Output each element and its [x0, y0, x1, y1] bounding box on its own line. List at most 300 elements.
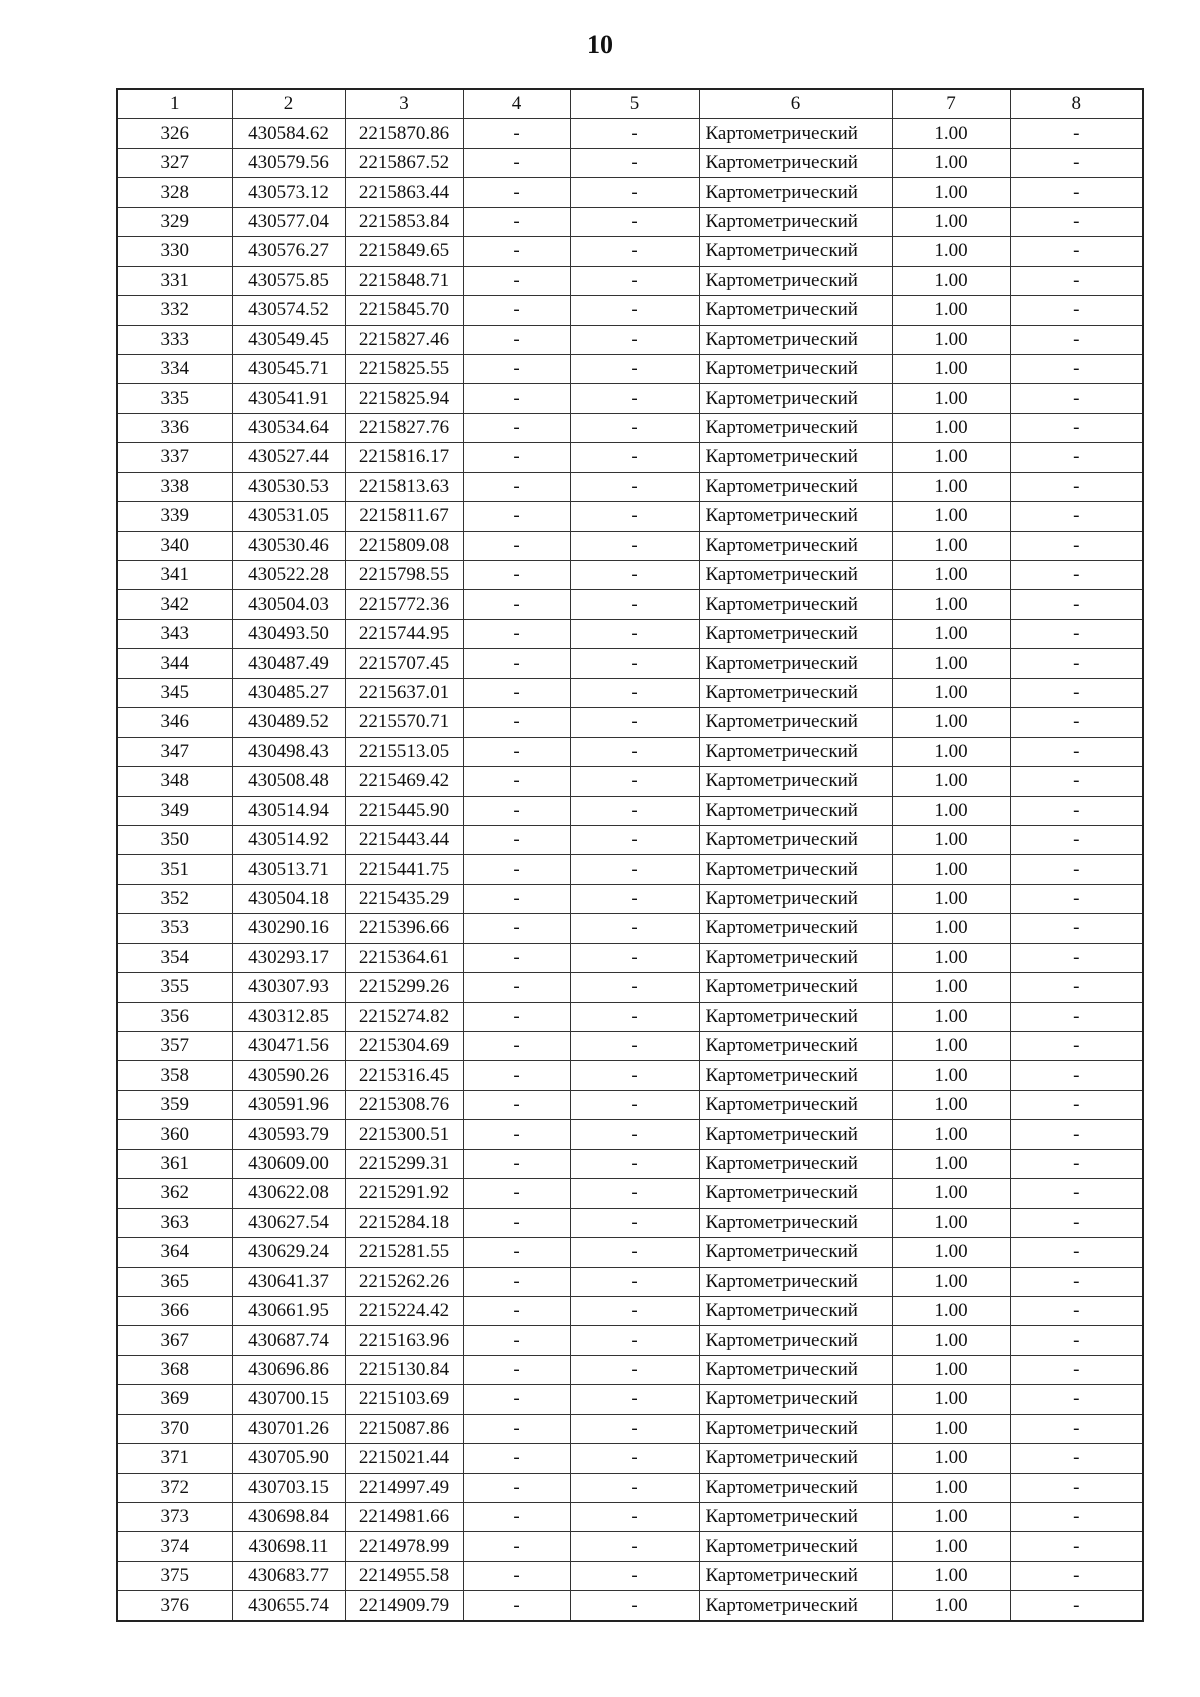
method-cell: Картометрический [699, 325, 892, 354]
table-row [117, 561, 1143, 590]
col-4-cell: - [463, 148, 570, 177]
x-coordinate-cell: 430584.62 [232, 119, 345, 148]
table-row [117, 443, 1143, 472]
accuracy-cell: 1.00 [892, 884, 1010, 913]
method-cell: Картометрический [699, 649, 892, 678]
point-number-cell: 360 [117, 1120, 232, 1149]
col-4-cell: - [463, 1090, 570, 1119]
table-row [117, 1238, 1143, 1267]
col-8-cell: - [1010, 1503, 1143, 1532]
accuracy-cell: 1.00 [892, 1561, 1010, 1590]
column-header-5: 5 [570, 89, 699, 119]
method-cell: Картометрический [699, 1473, 892, 1502]
col-5-cell: - [570, 1267, 699, 1296]
table-row [117, 148, 1143, 177]
y-coordinate-cell: 2215291.92 [345, 1179, 463, 1208]
method-cell: Картометрический [699, 1238, 892, 1267]
col-8-cell: - [1010, 943, 1143, 972]
col-5-cell: - [570, 1414, 699, 1443]
point-number-cell: 329 [117, 207, 232, 236]
table-row [117, 943, 1143, 972]
x-coordinate-cell: 430701.26 [232, 1414, 345, 1443]
column-header-1: 1 [117, 89, 232, 119]
col-8-cell: - [1010, 1385, 1143, 1414]
accuracy-cell: 1.00 [892, 825, 1010, 854]
point-number-cell: 331 [117, 266, 232, 295]
x-coordinate-cell: 430545.71 [232, 354, 345, 383]
accuracy-cell: 1.00 [892, 737, 1010, 766]
col-4-cell: - [463, 1444, 570, 1473]
accuracy-cell: 1.00 [892, 1444, 1010, 1473]
method-cell: Картометрический [699, 1591, 892, 1621]
accuracy-cell: 1.00 [892, 384, 1010, 413]
col-5-cell: - [570, 943, 699, 972]
col-8-cell: - [1010, 737, 1143, 766]
y-coordinate-cell: 2215827.46 [345, 325, 463, 354]
table-row [117, 502, 1143, 531]
accuracy-cell: 1.00 [892, 296, 1010, 325]
x-coordinate-cell: 430293.17 [232, 943, 345, 972]
y-coordinate-cell: 2215469.42 [345, 767, 463, 796]
method-cell: Картометрический [699, 119, 892, 148]
x-coordinate-cell: 430522.28 [232, 561, 345, 590]
col-8-cell: - [1010, 1238, 1143, 1267]
point-number-cell: 367 [117, 1326, 232, 1355]
coordinates-table [116, 88, 1144, 1622]
col-8-cell: - [1010, 413, 1143, 442]
x-coordinate-cell: 430531.05 [232, 502, 345, 531]
point-number-cell: 338 [117, 472, 232, 501]
point-number-cell: 369 [117, 1385, 232, 1414]
table-row [117, 1414, 1143, 1443]
col-4-cell: - [463, 1591, 570, 1621]
point-number-cell: 332 [117, 296, 232, 325]
accuracy-cell: 1.00 [892, 590, 1010, 619]
accuracy-cell: 1.00 [892, 1267, 1010, 1296]
accuracy-cell: 1.00 [892, 325, 1010, 354]
accuracy-cell: 1.00 [892, 1149, 1010, 1178]
table-row [117, 296, 1143, 325]
x-coordinate-cell: 430504.18 [232, 884, 345, 913]
col-4-cell: - [463, 237, 570, 266]
method-cell: Картометрический [699, 1267, 892, 1296]
y-coordinate-cell: 2215441.75 [345, 855, 463, 884]
col-4-cell: - [463, 354, 570, 383]
col-8-cell: - [1010, 119, 1143, 148]
col-8-cell: - [1010, 325, 1143, 354]
x-coordinate-cell: 430591.96 [232, 1090, 345, 1119]
col-5-cell: - [570, 384, 699, 413]
col-4-cell: - [463, 1355, 570, 1384]
col-5-cell: - [570, 1120, 699, 1149]
method-cell: Картометрический [699, 1061, 892, 1090]
col-8-cell: - [1010, 1444, 1143, 1473]
y-coordinate-cell: 2215798.55 [345, 561, 463, 590]
col-5-cell: - [570, 1561, 699, 1590]
col-5-cell: - [570, 502, 699, 531]
col-8-cell: - [1010, 708, 1143, 737]
col-8-cell: - [1010, 1414, 1143, 1443]
col-5-cell: - [570, 325, 699, 354]
x-coordinate-cell: 430498.43 [232, 737, 345, 766]
col-8-cell: - [1010, 678, 1143, 707]
x-coordinate-cell: 430485.27 [232, 678, 345, 707]
accuracy-cell: 1.00 [892, 649, 1010, 678]
x-coordinate-cell: 430575.85 [232, 266, 345, 295]
accuracy-cell: 1.00 [892, 1032, 1010, 1061]
table-row [117, 1532, 1143, 1561]
accuracy-cell: 1.00 [892, 472, 1010, 501]
point-number-cell: 374 [117, 1532, 232, 1561]
col-5-cell: - [570, 237, 699, 266]
point-number-cell: 357 [117, 1032, 232, 1061]
column-header-8: 8 [1010, 89, 1143, 119]
table-row [117, 1503, 1143, 1532]
col-8-cell: - [1010, 1208, 1143, 1237]
x-coordinate-cell: 430705.90 [232, 1444, 345, 1473]
col-5-cell: - [570, 1061, 699, 1090]
y-coordinate-cell: 2215849.65 [345, 237, 463, 266]
point-number-cell: 368 [117, 1355, 232, 1384]
accuracy-cell: 1.00 [892, 1355, 1010, 1384]
column-header-3: 3 [345, 89, 463, 119]
col-4-cell: - [463, 914, 570, 943]
col-8-cell: - [1010, 1002, 1143, 1031]
col-4-cell: - [463, 1532, 570, 1561]
x-coordinate-cell: 430574.52 [232, 296, 345, 325]
col-8-cell: - [1010, 1532, 1143, 1561]
y-coordinate-cell: 2215707.45 [345, 649, 463, 678]
point-number-cell: 352 [117, 884, 232, 913]
y-coordinate-cell: 2215811.67 [345, 502, 463, 531]
col-5-cell: - [570, 1473, 699, 1502]
x-coordinate-cell: 430312.85 [232, 1002, 345, 1031]
y-coordinate-cell: 2215281.55 [345, 1238, 463, 1267]
col-4-cell: - [463, 1120, 570, 1149]
y-coordinate-cell: 2215130.84 [345, 1355, 463, 1384]
col-5-cell: - [570, 148, 699, 177]
table-row [117, 1061, 1143, 1090]
col-8-cell: - [1010, 1561, 1143, 1590]
point-number-cell: 375 [117, 1561, 232, 1590]
accuracy-cell: 1.00 [892, 973, 1010, 1002]
col-8-cell: - [1010, 502, 1143, 531]
col-8-cell: - [1010, 1090, 1143, 1119]
y-coordinate-cell: 2215299.26 [345, 973, 463, 1002]
method-cell: Картометрический [699, 1355, 892, 1384]
table-row [117, 1002, 1143, 1031]
col-8-cell: - [1010, 1296, 1143, 1325]
x-coordinate-cell: 430683.77 [232, 1561, 345, 1590]
table-body [117, 119, 1143, 1621]
table-row [117, 649, 1143, 678]
col-5-cell: - [570, 266, 699, 295]
table-row [117, 1179, 1143, 1208]
col-4-cell: - [463, 708, 570, 737]
col-8-cell: - [1010, 472, 1143, 501]
method-cell: Картометрический [699, 1208, 892, 1237]
col-4-cell: - [463, 1414, 570, 1443]
method-cell: Картометрический [699, 825, 892, 854]
method-cell: Картометрический [699, 619, 892, 648]
col-8-cell: - [1010, 796, 1143, 825]
accuracy-cell: 1.00 [892, 1120, 1010, 1149]
method-cell: Картометрический [699, 561, 892, 590]
col-4-cell: - [463, 943, 570, 972]
method-cell: Картометрический [699, 1296, 892, 1325]
column-header-6: 6 [699, 89, 892, 119]
accuracy-cell: 1.00 [892, 1238, 1010, 1267]
col-5-cell: - [570, 884, 699, 913]
col-4-cell: - [463, 1296, 570, 1325]
column-header-4: 4 [463, 89, 570, 119]
col-8-cell: - [1010, 561, 1143, 590]
x-coordinate-cell: 430593.79 [232, 1120, 345, 1149]
col-8-cell: - [1010, 1061, 1143, 1090]
col-4-cell: - [463, 678, 570, 707]
accuracy-cell: 1.00 [892, 1061, 1010, 1090]
y-coordinate-cell: 2215827.76 [345, 413, 463, 442]
method-cell: Картометрический [699, 413, 892, 442]
method-cell: Картометрический [699, 737, 892, 766]
col-8-cell: - [1010, 973, 1143, 1002]
point-number-cell: 373 [117, 1503, 232, 1532]
y-coordinate-cell: 2215772.36 [345, 590, 463, 619]
col-4-cell: - [463, 1561, 570, 1590]
col-4-cell: - [463, 531, 570, 560]
y-coordinate-cell: 2215816.17 [345, 443, 463, 472]
accuracy-cell: 1.00 [892, 561, 1010, 590]
accuracy-cell: 1.00 [892, 148, 1010, 177]
table-row [117, 884, 1143, 913]
col-4-cell: - [463, 325, 570, 354]
col-8-cell: - [1010, 1473, 1143, 1502]
x-coordinate-cell: 430504.03 [232, 590, 345, 619]
x-coordinate-cell: 430687.74 [232, 1326, 345, 1355]
x-coordinate-cell: 430549.45 [232, 325, 345, 354]
y-coordinate-cell: 2215445.90 [345, 796, 463, 825]
x-coordinate-cell: 430590.26 [232, 1061, 345, 1090]
col-8-cell: - [1010, 237, 1143, 266]
col-5-cell: - [570, 1002, 699, 1031]
col-5-cell: - [570, 973, 699, 1002]
point-number-cell: 358 [117, 1061, 232, 1090]
y-coordinate-cell: 2215825.55 [345, 354, 463, 383]
x-coordinate-cell: 430530.46 [232, 531, 345, 560]
col-5-cell: - [570, 1591, 699, 1621]
col-5-cell: - [570, 796, 699, 825]
table-row [117, 1208, 1143, 1237]
method-cell: Картометрический [699, 178, 892, 207]
y-coordinate-cell: 2215513.05 [345, 737, 463, 766]
y-coordinate-cell: 2215845.70 [345, 296, 463, 325]
accuracy-cell: 1.00 [892, 119, 1010, 148]
y-coordinate-cell: 2215570.71 [345, 708, 463, 737]
point-number-cell: 335 [117, 384, 232, 413]
col-8-cell: - [1010, 1120, 1143, 1149]
col-5-cell: - [570, 649, 699, 678]
point-number-cell: 376 [117, 1591, 232, 1621]
col-5-cell: - [570, 590, 699, 619]
table-row [117, 619, 1143, 648]
col-5-cell: - [570, 825, 699, 854]
accuracy-cell: 1.00 [892, 1326, 1010, 1355]
x-coordinate-cell: 430698.84 [232, 1503, 345, 1532]
col-4-cell: - [463, 472, 570, 501]
col-4-cell: - [463, 384, 570, 413]
method-cell: Картометрический [699, 1149, 892, 1178]
x-coordinate-cell: 430471.56 [232, 1032, 345, 1061]
accuracy-cell: 1.00 [892, 943, 1010, 972]
table-row [117, 119, 1143, 148]
col-4-cell: - [463, 1032, 570, 1061]
y-coordinate-cell: 2215304.69 [345, 1032, 463, 1061]
column-header-7: 7 [892, 89, 1010, 119]
col-5-cell: - [570, 1090, 699, 1119]
col-8-cell: - [1010, 590, 1143, 619]
col-8-cell: - [1010, 619, 1143, 648]
point-number-cell: 365 [117, 1267, 232, 1296]
col-4-cell: - [463, 973, 570, 1002]
page-number: 10 [587, 30, 613, 59]
col-5-cell: - [570, 1149, 699, 1178]
point-number-cell: 345 [117, 678, 232, 707]
y-coordinate-cell: 2215262.26 [345, 1267, 463, 1296]
col-5-cell: - [570, 207, 699, 236]
point-number-cell: 356 [117, 1002, 232, 1031]
y-coordinate-cell: 2215825.94 [345, 384, 463, 413]
method-cell: Картометрический [699, 943, 892, 972]
table-row [117, 413, 1143, 442]
point-number-cell: 343 [117, 619, 232, 648]
x-coordinate-cell: 430629.24 [232, 1238, 345, 1267]
col-5-cell: - [570, 1208, 699, 1237]
x-coordinate-cell: 430579.56 [232, 148, 345, 177]
table-row [117, 1591, 1143, 1621]
accuracy-cell: 1.00 [892, 413, 1010, 442]
y-coordinate-cell: 2215870.86 [345, 119, 463, 148]
x-coordinate-cell: 430489.52 [232, 708, 345, 737]
col-5-cell: - [570, 1532, 699, 1561]
accuracy-cell: 1.00 [892, 855, 1010, 884]
method-cell: Картометрический [699, 207, 892, 236]
col-4-cell: - [463, 737, 570, 766]
col-5-cell: - [570, 1355, 699, 1384]
point-number-cell: 330 [117, 237, 232, 266]
col-8-cell: - [1010, 884, 1143, 913]
method-cell: Картометрический [699, 237, 892, 266]
col-8-cell: - [1010, 443, 1143, 472]
col-4-cell: - [463, 796, 570, 825]
table-row [117, 178, 1143, 207]
method-cell: Картометрический [699, 148, 892, 177]
method-cell: Картометрический [699, 1561, 892, 1590]
col-5-cell: - [570, 354, 699, 383]
method-cell: Картометрический [699, 855, 892, 884]
y-coordinate-cell: 2215863.44 [345, 178, 463, 207]
x-coordinate-cell: 430530.53 [232, 472, 345, 501]
table-row [117, 1355, 1143, 1384]
x-coordinate-cell: 430514.92 [232, 825, 345, 854]
col-4-cell: - [463, 855, 570, 884]
method-cell: Картометрический [699, 472, 892, 501]
point-number-cell: 366 [117, 1296, 232, 1325]
col-8-cell: - [1010, 148, 1143, 177]
accuracy-cell: 1.00 [892, 914, 1010, 943]
point-number-cell: 370 [117, 1414, 232, 1443]
point-number-cell: 362 [117, 1179, 232, 1208]
y-coordinate-cell: 2215809.08 [345, 531, 463, 560]
table-row [117, 384, 1143, 413]
point-number-cell: 372 [117, 1473, 232, 1502]
x-coordinate-cell: 430703.15 [232, 1473, 345, 1502]
x-coordinate-cell: 430541.91 [232, 384, 345, 413]
accuracy-cell: 1.00 [892, 531, 1010, 560]
x-coordinate-cell: 430577.04 [232, 207, 345, 236]
method-cell: Картометрический [699, 678, 892, 707]
col-5-cell: - [570, 561, 699, 590]
table-row [117, 1090, 1143, 1119]
table-row [117, 266, 1143, 295]
col-5-cell: - [570, 1503, 699, 1532]
col-4-cell: - [463, 1149, 570, 1178]
accuracy-cell: 1.00 [892, 1532, 1010, 1561]
col-4-cell: - [463, 502, 570, 531]
method-cell: Картометрический [699, 531, 892, 560]
table-row [117, 1296, 1143, 1325]
table-row [117, 354, 1143, 383]
table-row [117, 1473, 1143, 1502]
col-4-cell: - [463, 443, 570, 472]
method-cell: Картометрический [699, 296, 892, 325]
y-coordinate-cell: 2215364.61 [345, 943, 463, 972]
table-row [117, 325, 1143, 354]
table-row [117, 207, 1143, 236]
point-number-cell: 339 [117, 502, 232, 531]
y-coordinate-cell: 2215163.96 [345, 1326, 463, 1355]
col-5-cell: - [570, 1179, 699, 1208]
method-cell: Картометрический [699, 1032, 892, 1061]
table-row [117, 472, 1143, 501]
method-cell: Картометрический [699, 1120, 892, 1149]
col-5-cell: - [570, 1296, 699, 1325]
accuracy-cell: 1.00 [892, 237, 1010, 266]
y-coordinate-cell: 2215087.86 [345, 1414, 463, 1443]
col-4-cell: - [463, 1473, 570, 1502]
table-row [117, 1149, 1143, 1178]
point-number-cell: 334 [117, 354, 232, 383]
table-row [117, 708, 1143, 737]
col-4-cell: - [463, 296, 570, 325]
col-8-cell: - [1010, 1326, 1143, 1355]
table-row [117, 1032, 1143, 1061]
method-cell: Картометрический [699, 1090, 892, 1119]
col-5-cell: - [570, 1385, 699, 1414]
col-4-cell: - [463, 1326, 570, 1355]
x-coordinate-cell: 430508.48 [232, 767, 345, 796]
point-number-cell: 336 [117, 413, 232, 442]
y-coordinate-cell: 2215300.51 [345, 1120, 463, 1149]
col-8-cell: - [1010, 1032, 1143, 1061]
method-cell: Картометрический [699, 443, 892, 472]
table-row [117, 973, 1143, 1002]
col-8-cell: - [1010, 767, 1143, 796]
method-cell: Картометрический [699, 973, 892, 1002]
col-5-cell: - [570, 737, 699, 766]
col-5-cell: - [570, 767, 699, 796]
col-5-cell: - [570, 1326, 699, 1355]
table-row [117, 678, 1143, 707]
